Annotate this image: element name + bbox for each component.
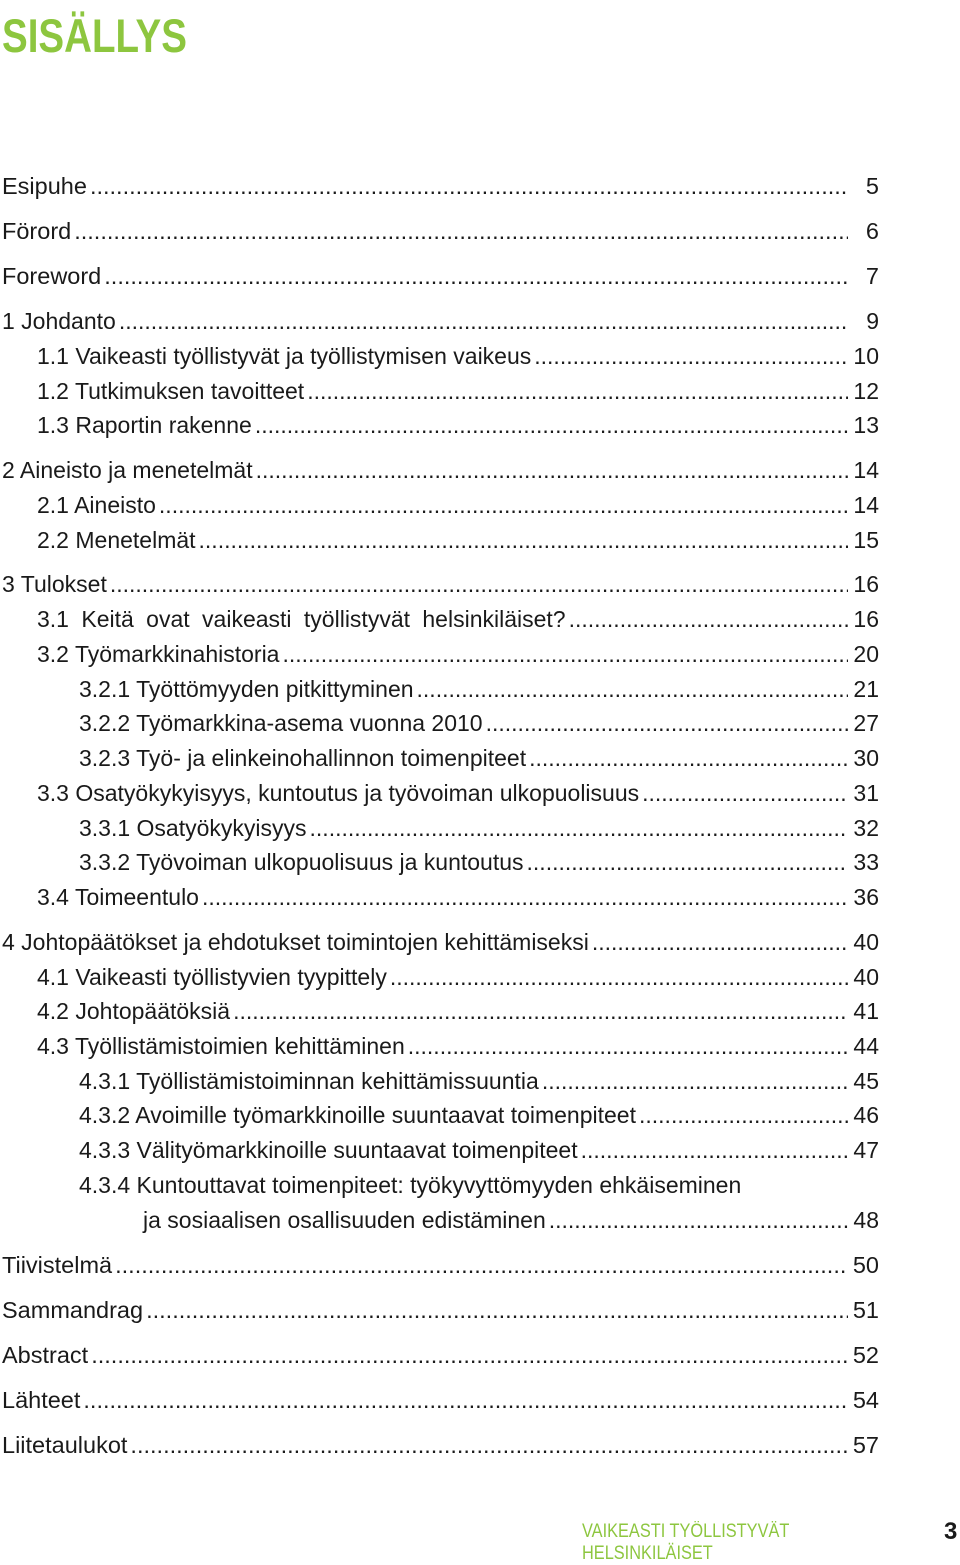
toc-entry-label: 2.1 Aineisto <box>37 492 156 518</box>
toc-entry-label: 1.2 Tutkimuksen tavoitteet <box>37 378 305 404</box>
toc-entry[interactable] <box>79 743 879 773</box>
toc-entry[interactable] <box>37 639 879 669</box>
toc-entry[interactable] <box>37 525 879 555</box>
toc-entry-label: 3.2.2 Työmarkkina-asema vuonna 2010 <box>79 710 483 736</box>
toc-leader-dots <box>202 882 848 912</box>
toc-entry-label: 4.3.2 Avoimille työmarkkinoille suuntaavat toimenpiteet <box>79 1102 636 1128</box>
toc-leader-dots <box>159 490 848 520</box>
toc-entry-label: 4 Johtopäätökset ja ehdotukset toimintojen kehittämiseksi <box>2 929 589 955</box>
toc-entry-label: 2 Aineisto ja menetelmät <box>2 457 253 483</box>
toc-entry-page: 21 <box>853 676 879 702</box>
toc-entry-page: 46 <box>853 1102 879 1128</box>
toc-entry-label: 3.3.2 Työvoiman ulkopuolisuus ja kuntoutus <box>79 849 524 875</box>
toc-leader-dots <box>639 1100 848 1130</box>
toc-entry-page: 32 <box>853 815 879 841</box>
toc-leader-dots <box>307 376 848 406</box>
toc-entry-page: 31 <box>853 780 879 806</box>
toc-entry-page: 9 <box>866 308 879 334</box>
toc-entry-page: 57 <box>852 1432 879 1458</box>
toc-entry-page: 10 <box>853 343 879 369</box>
toc-leader-dots <box>486 708 848 738</box>
toc-entry[interactable] <box>79 847 879 877</box>
toc-entry-label: 4.3.4 Kuntouttavat toimenpiteet: työkyvyttömyyden ehkäiseminen <box>79 1172 742 1198</box>
toc-entry-page: 16 <box>853 571 879 597</box>
toc-leader-dots <box>91 1340 848 1370</box>
toc-entry[interactable] <box>79 1100 879 1130</box>
toc-entry-page: 47 <box>853 1137 879 1163</box>
toc-entry-label: Sammandrag <box>2 1297 144 1323</box>
toc-entry-label: Liitetaulukot <box>2 1432 128 1458</box>
toc-entry-label: 3.3 Osatyökykyisyys, kuntoutus ja työvoiman ulkopuolisuus <box>37 780 640 806</box>
toc-entry-label: 4.3 Työllistämistoimien kehittäminen <box>37 1033 405 1059</box>
toc-entry-page: 5 <box>865 173 879 199</box>
toc-entry-page: 36 <box>853 884 879 910</box>
toc-entry-page: 6 <box>865 218 879 244</box>
toc-entry[interactable] <box>2 569 879 599</box>
toc-entry[interactable] <box>79 813 879 843</box>
toc-entry-page: 45 <box>853 1068 879 1094</box>
toc-leader-dots <box>592 927 848 957</box>
toc-leader-dots <box>310 813 848 843</box>
toc-entry[interactable] <box>2 455 879 485</box>
toc-leader-dots <box>581 1135 848 1165</box>
toc-entry[interactable] <box>37 962 879 992</box>
toc-leader-dots <box>408 1031 848 1061</box>
toc-entry-page: 54 <box>852 1387 879 1413</box>
toc-entry-label: 3.3.1 Osatyökykyisyys <box>79 815 307 841</box>
toc-entry-label: ja sosiaalisen osallisuuden edistäminen <box>143 1207 546 1233</box>
toc-leader-dots <box>130 1430 848 1460</box>
toc-entry-page: 51 <box>852 1297 879 1323</box>
toc-entry[interactable] <box>2 1250 879 1280</box>
toc-leader-dots <box>542 1066 848 1096</box>
toc-entry[interactable] <box>2 261 879 291</box>
toc-entry-page: 44 <box>853 1033 879 1059</box>
toc-entry-page: 14 <box>853 492 879 518</box>
toc-entry-page: 27 <box>853 710 879 736</box>
toc-entry[interactable] <box>37 341 879 371</box>
toc-entry[interactable] <box>2 216 879 246</box>
toc-leader-dots <box>233 996 848 1026</box>
toc-entry-label: 4.1 Vaikeasti työllistyvien tyypittely <box>37 964 387 990</box>
toc-entry-page: 16 <box>853 606 879 632</box>
toc-entry-label: Esipuhe <box>2 173 87 199</box>
toc-entry-page: 15 <box>853 527 879 553</box>
toc-entry-label: 3.4 Toimeentulo <box>37 884 199 910</box>
toc-leader-dots <box>199 525 848 555</box>
toc-entry-page: 40 <box>853 929 879 955</box>
toc-leader-dots <box>110 569 848 599</box>
toc-entry-label: 3.1 Keitä ovat vaikeasti työllistyvät helsinkiläiset? <box>37 606 566 632</box>
toc-entry-label: 2.2 Menetelmät <box>37 527 196 553</box>
toc-entry[interactable] <box>37 1031 879 1061</box>
toc-entry-label: Förord <box>2 218 72 244</box>
toc-entry[interactable] <box>37 778 879 808</box>
toc-entry-label: 3 Tulokset <box>2 571 107 597</box>
toc-leader-dots <box>90 171 848 201</box>
toc-entry[interactable] <box>2 1295 879 1325</box>
toc-entry[interactable] <box>2 927 879 957</box>
toc-entry[interactable] <box>2 1340 879 1370</box>
toc-entry[interactable] <box>2 306 879 336</box>
toc-leader-dots <box>104 261 848 291</box>
toc-entry[interactable] <box>2 171 879 201</box>
toc-entry-page: 50 <box>852 1252 879 1278</box>
toc-entry-label: 3.2.1 Työttömyyden pitkittyminen <box>79 676 414 702</box>
toc-entry[interactable] <box>79 1170 879 1200</box>
toc-entry-label: Lähteet <box>2 1387 81 1413</box>
toc-entry-page: 48 <box>853 1207 879 1233</box>
toc-entry-page: 14 <box>853 457 879 483</box>
toc-entry[interactable] <box>2 1430 879 1460</box>
toc-entry-label: 3.2 Työmarkkinahistoria <box>37 641 280 667</box>
page-title: SISÄLLYS <box>2 9 187 62</box>
toc-entry[interactable] <box>2 1385 879 1415</box>
toc-entry[interactable] <box>79 708 879 738</box>
toc-entry-page: 7 <box>865 263 879 289</box>
toc-entry-label: Abstract <box>2 1342 89 1368</box>
toc-leader-dots <box>527 847 848 877</box>
toc-entry-label: 1.3 Raportin rakenne <box>37 412 252 438</box>
toc-leader-dots <box>549 1205 848 1235</box>
toc-entry[interactable] <box>37 490 879 520</box>
toc-entry-label: 3.2.3 Työ- ja elinkeinohallinnon toimenpiteet <box>79 745 527 771</box>
toc-entry-page: 40 <box>853 964 879 990</box>
toc-entry-page: 20 <box>853 641 879 667</box>
toc-leader-dots <box>74 216 848 246</box>
toc-entry[interactable] <box>79 1066 879 1096</box>
toc-leader-dots <box>83 1385 848 1415</box>
toc-entry-page: 33 <box>853 849 879 875</box>
toc-entry[interactable] <box>143 1205 879 1235</box>
toc-entry[interactable] <box>37 996 879 1026</box>
toc-leader-dots <box>642 778 848 808</box>
toc-leader-dots <box>390 962 848 992</box>
toc-entry-label: 1.1 Vaikeasti työllistyvät ja työllistymisen vaikeus <box>37 343 532 369</box>
toc-entry-page: 52 <box>852 1342 879 1368</box>
toc-leader-dots <box>534 341 848 371</box>
footer-page-number: 3 <box>944 1518 958 1545</box>
toc-leader-dots <box>255 410 848 440</box>
footer-publication-title: VAIKEASTI TYÖLLISTYVÄT HELSINKILÄISET <box>582 1521 790 1564</box>
toc-leader-dots <box>146 1295 848 1325</box>
toc-entry-label: 1 Johdanto <box>2 308 116 334</box>
toc-entry[interactable] <box>37 410 879 440</box>
toc-leader-dots <box>569 604 848 634</box>
toc-entry-page: 41 <box>853 998 879 1024</box>
toc-leader-dots <box>417 674 848 704</box>
toc-entry[interactable] <box>37 604 879 634</box>
toc-leader-dots <box>119 306 848 336</box>
toc-entry-label: 4.2 Johtopäätöksiä <box>37 998 231 1024</box>
toc-entry-page: 30 <box>853 745 879 771</box>
toc-entry[interactable] <box>79 1135 879 1165</box>
toc-leader-dots <box>115 1250 848 1280</box>
toc-leader-dots <box>256 455 848 485</box>
toc-entry-label: Tiivistelmä <box>2 1252 113 1278</box>
toc-entry-page: 13 <box>853 412 879 438</box>
toc-entry-label: 4.3.1 Työllistämistoiminnan kehittämissuuntia <box>79 1068 539 1094</box>
toc-entry-label: Foreword <box>2 263 102 289</box>
toc-entry[interactable] <box>37 376 879 406</box>
toc-entry[interactable] <box>37 882 879 912</box>
toc-leader-dots <box>529 743 848 773</box>
toc-entry-label: 4.3.3 Välityömarkkinoille suuntaavat toimenpiteet <box>79 1137 578 1163</box>
toc-entry-page: 12 <box>853 378 879 404</box>
toc-leader-dots <box>282 639 848 669</box>
toc-entry[interactable] <box>79 674 879 704</box>
